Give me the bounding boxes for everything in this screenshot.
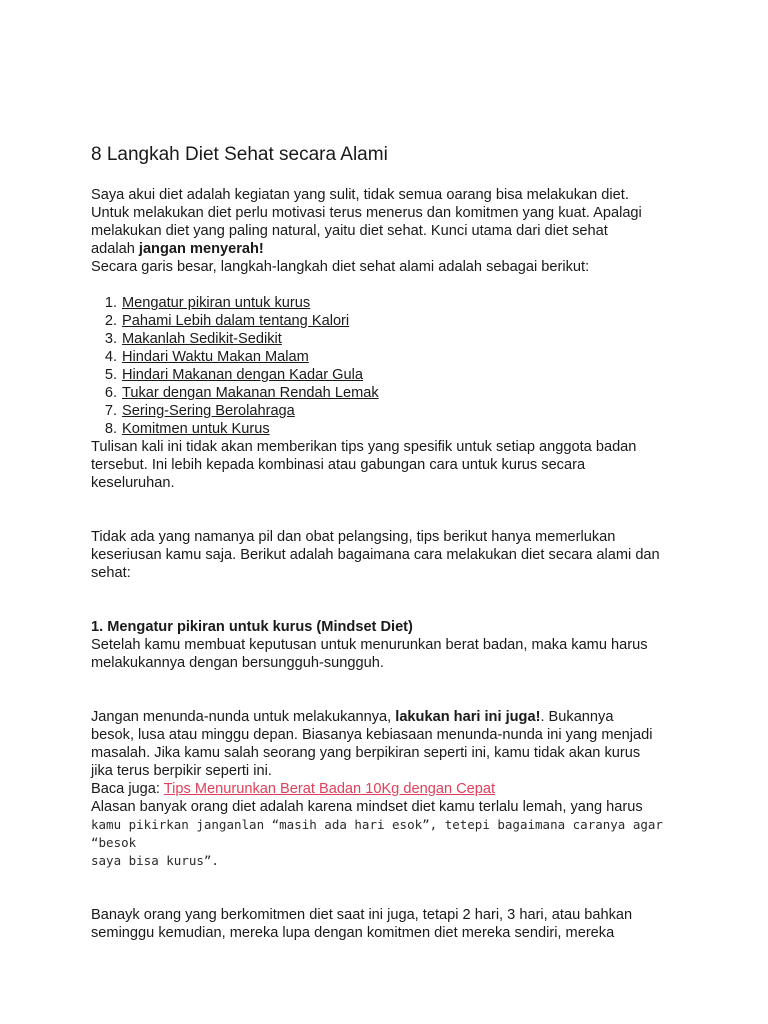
list-number: 7. bbox=[104, 403, 117, 419]
paragraph-line: sehat: bbox=[91, 565, 131, 581]
list-number: 6. bbox=[104, 385, 117, 401]
section-heading: 1. Mengatur pikiran untuk kurus (Mindset Diet) bbox=[91, 619, 413, 635]
page-title: 8 Langkah Diet Sehat secara Alami bbox=[91, 144, 388, 165]
intro-line: melakukan diet yang paling natural, yaitu diet sehat. Kunci utama dari diet sehat bbox=[91, 223, 608, 239]
paragraph-line: besok, lusa atau minggu depan. Biasanya kebiasaan menunda-nunda ini yang menjadi bbox=[91, 727, 653, 743]
list-number: 5. bbox=[104, 367, 117, 383]
list-number: 2. bbox=[104, 313, 117, 329]
list-number: 3. bbox=[104, 331, 117, 347]
paragraph-line-mono: saya bisa kurus”. bbox=[91, 853, 219, 868]
after-list-paragraph bbox=[91, 438, 691, 492]
paragraph-dont-delay bbox=[91, 708, 691, 870]
paragraph-no-pills bbox=[91, 528, 691, 582]
list-item bbox=[91, 420, 691, 438]
step-link[interactable]: Komitmen untuk Kurus bbox=[122, 421, 270, 437]
paragraph-line: jika terus berpikir seperti ini. bbox=[91, 763, 272, 779]
paragraph-line: Setelah kamu membuat keputusan untuk menurunkan berat badan, maka kamu harus bbox=[91, 637, 648, 653]
paragraph-line: keseluruhan. bbox=[91, 475, 175, 491]
step-link[interactable]: Makanlah Sedikit-Sedikit bbox=[122, 331, 282, 347]
list-number: 1. bbox=[104, 295, 117, 311]
section-mindset bbox=[91, 618, 691, 672]
paragraph-line: Banayk orang yang berkomitmen diet saat ini juga, tetapi 2 hari, 3 hari, atau bahkan bbox=[91, 907, 633, 923]
read-also-label: Baca juga: bbox=[91, 781, 164, 797]
list-number: 4. bbox=[104, 349, 117, 365]
list-item bbox=[91, 366, 691, 384]
list-item bbox=[91, 294, 691, 312]
list-number: 8. bbox=[104, 421, 117, 437]
read-also-line bbox=[91, 780, 691, 798]
intro-line bbox=[91, 240, 691, 258]
read-also-link[interactable]: Tips Menurunkan Berat Badan 10Kg dengan Cepat bbox=[163, 781, 496, 797]
step-link[interactable]: Tukar dengan Makanan Rendah Lemak bbox=[122, 385, 379, 401]
paragraph-text: . Bukannya bbox=[540, 709, 614, 725]
intro-paragraph bbox=[91, 186, 691, 276]
intro-emphasis: jangan menyerah! bbox=[138, 241, 264, 257]
paragraph-line: masalah. Jika kamu salah seorang yang berpikiran seperti ini, kamu tidak akan kurus bbox=[91, 745, 641, 761]
list-item bbox=[91, 402, 691, 420]
step-link[interactable]: Hindari Makanan dengan Kadar Gula bbox=[122, 367, 363, 383]
intro-line: Saya akui diet adalah kegiatan yang sulit, tidak semua oarang bisa melakukan diet. bbox=[91, 187, 629, 203]
list-item bbox=[91, 384, 691, 402]
paragraph-line: Alasan banyak orang diet adalah karena mindset diet kamu terlalu lemah, yang harus bbox=[91, 799, 643, 815]
paragraph-line: melakukannya dengan bersungguh-sungguh. bbox=[91, 655, 384, 671]
paragraph-emphasis: lakukan hari ini juga! bbox=[395, 709, 541, 725]
paragraph-line: keseriusan kamu saja. Berikut adalah bagaimana cara melakukan diet secara alami dan bbox=[91, 547, 660, 563]
steps-list bbox=[91, 294, 691, 438]
paragraph-line-mono: kamu pikirkan janganlan “masih ada hari esok”, tetepi bagaimana caranya agar “besok bbox=[91, 817, 663, 850]
intro-line: Secara garis besar, langkah-langkah diet sehat alami adalah sebagai berikut: bbox=[91, 259, 590, 275]
paragraph-text: Jangan menunda-nunda untuk melakukannya, bbox=[91, 709, 396, 725]
paragraph-line: tersebut. Ini lebih kepada kombinasi atau gabungan cara untuk kurus secara bbox=[91, 457, 586, 473]
step-link[interactable]: Hindari Waktu Makan Malam bbox=[122, 349, 309, 365]
paragraph-line bbox=[91, 708, 691, 726]
paragraph-line: Tidak ada yang namanya pil dan obat pelangsing, tips berikut hanya memerlukan bbox=[91, 529, 616, 545]
step-link[interactable]: Mengatur pikiran untuk kurus bbox=[122, 295, 311, 311]
list-item bbox=[91, 330, 691, 348]
step-link[interactable]: Pahami Lebih dalam tentang Kalori bbox=[122, 313, 350, 329]
paragraph-commitment bbox=[91, 906, 691, 942]
intro-line: Untuk melakukan diet perlu motivasi terus menerus dan komitmen yang kuat. Apalagi bbox=[91, 205, 642, 221]
intro-text: adalah bbox=[91, 241, 139, 257]
article bbox=[91, 142, 691, 942]
list-item bbox=[91, 348, 691, 366]
paragraph-line: Tulisan kali ini tidak akan memberikan tips yang spesifik untuk setiap anggota badan bbox=[91, 439, 637, 455]
list-item bbox=[91, 312, 691, 330]
paragraph-line: seminggu kemudian, mereka lupa dengan komitmen diet mereka sendiri, mereka bbox=[91, 925, 615, 941]
step-link[interactable]: Sering-Sering Berolahraga bbox=[122, 403, 295, 419]
